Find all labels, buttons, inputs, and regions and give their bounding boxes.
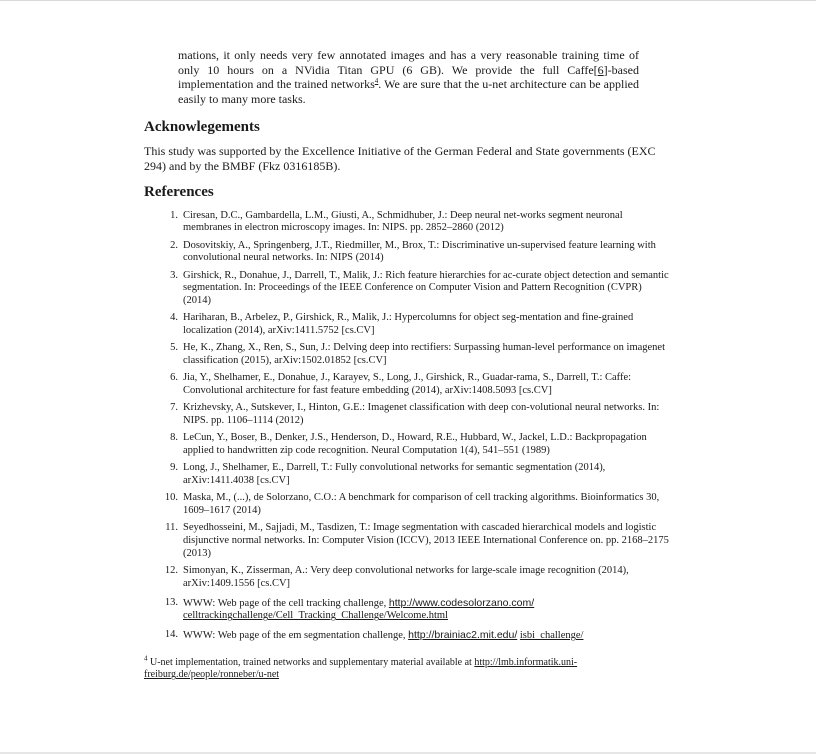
em-segmentation-url-link-continued[interactable]: isbi_challenge/ bbox=[519, 630, 584, 642]
acknowledgements-heading: Acknowlegements bbox=[144, 119, 260, 136]
reference-text: Simonyan, K., Zisserman, A.: Very deep convolutional networks for large-scale image recognition (2014), arXiv:1409.1556 [cs.CV] bbox=[183, 564, 629, 589]
reference-number: 9. bbox=[170, 462, 178, 474]
reference-number: 13. bbox=[164, 596, 178, 608]
reference-number: 7. bbox=[170, 402, 178, 414]
reference-number: 6. bbox=[170, 372, 178, 384]
reference-text: Dosovitskiy, A., Springenberg, J.T., Riedmiller, M., Brox, T.: Discriminative un-supervised feature learning with convolutional neural networks. In: NIPS (2014) bbox=[183, 239, 656, 264]
reference-number: 11. bbox=[165, 522, 178, 534]
reference-item-7 bbox=[144, 402, 672, 428]
reference-item-1 bbox=[144, 210, 672, 236]
reference-number: 1. bbox=[170, 209, 178, 221]
reference-text: Girshick, R., Donahue, J., Darrell, T., Malik, J.: Rich feature hierarchies for ac-curate object detection and semantic segmentation. In: Proceedings of the IEEE Conference on Computer Vision and Pattern Recognition (CVPR) (2014) bbox=[183, 269, 669, 307]
reference-text: Maska, M., (...), de Solorzano, C.O.: A benchmark for comparison of cell tracking algorithms. Bioinformatics 30, 1609–1617 (2014) bbox=[183, 492, 660, 517]
references-heading: References bbox=[144, 183, 214, 200]
footnote bbox=[144, 654, 614, 682]
cell-tracking-url-link-continued[interactable]: celltrackingchallenge/Cell_Tracking_Challenge/Welcome.html bbox=[183, 610, 448, 622]
footnote-url-link-continued[interactable]: freiburg.de/people/ronneber/u-net bbox=[144, 669, 280, 681]
paper-page bbox=[144, 48, 672, 682]
reference-number: 12. bbox=[164, 564, 178, 576]
conclusion-text-part-2: ]-based implementation and the trained networks bbox=[178, 62, 639, 92]
reference-number: 10. bbox=[164, 492, 178, 504]
reference-text: Jia, Y., Shelhamer, E., Donahue, J., Karayev, S., Long, J., Girshick, R., Guadar-rama, S., Darrell, T.: Caffe: Convolutional architecture for fast feature embedding (2014), arXiv:1408.5093 [cs.CV] bbox=[183, 372, 632, 397]
conclusion-paragraph bbox=[178, 48, 639, 106]
reference-item-13 bbox=[144, 597, 672, 624]
reference-item-3 bbox=[144, 270, 672, 308]
reference-text: Ciresan, D.C., Gambardella, L.M., Giusti, A., Schmidhuber, J.: Deep neural net-works segment neuronal membranes in electron microscopy images. In: NIPS. pp. 2852–2860 (2012) bbox=[183, 209, 623, 234]
footnote-text: U-net implementation, trained networks and supplementary material available at bbox=[147, 656, 475, 668]
footnote-marker: 4 bbox=[144, 654, 148, 663]
reference-text: He, K., Zhang, X., Ren, S., Sun, J.: Delving deep into rectifiers: Surpassing human-level performance on imagenet classification (2015), arXiv:1502.01852 [cs.CV] bbox=[183, 342, 666, 367]
reference-text: Hariharan, B., Arbelez, P., Girshick, R., Malik, J.: Hypercolumns for object seg-mentation and fine-grained localization (2014), arXiv:1411.5752 [cs.CV] bbox=[183, 312, 634, 337]
reference-item-6 bbox=[144, 372, 672, 398]
reference-item-4 bbox=[144, 312, 672, 338]
reference-number: 4. bbox=[170, 312, 178, 324]
reference-text: Seyedhosseini, M., Sajjadi, M., Tasdizen, T.: Image segmentation with cascaded hierarchical models and logistic disjunctive normal networks. In: Computer Vision (ICCV), 2013 IEEE International Conference on. pp. 2168–2175 (2013) bbox=[183, 522, 669, 559]
acknowledgements-text: This study was supported by the Excellence Initiative of the German Federal and State governments (EXC 294) and by the BMBF (Fkz 0316185B). bbox=[144, 144, 656, 173]
reference-number: 3. bbox=[170, 269, 178, 281]
reference-item-10 bbox=[144, 492, 672, 518]
reference-item-8 bbox=[144, 432, 672, 458]
conclusion-text-part-1: mations, it only needs very few annotated images and has a very reasonable training time of only 10 hours on a NVidia Titan GPU (6 GB). We provide the full Caffe[ bbox=[178, 48, 639, 77]
page-top-rule bbox=[0, 0, 816, 1]
reference-item-14 bbox=[144, 629, 672, 643]
reference-item-12 bbox=[144, 565, 672, 591]
footnote-link-4[interactable]: 4 bbox=[374, 77, 379, 86]
reference-text: WWW: Web page of the cell tracking challenge, bbox=[183, 597, 389, 609]
reference-number: 14. bbox=[164, 629, 178, 641]
reference-text: Krizhevsky, A., Sutskever, I., Hinton, G.E.: Imagenet classification with deep con-volutional neural networks. In: NIPS. pp. 1106–1114 (2012) bbox=[183, 402, 660, 427]
reference-item-11 bbox=[144, 522, 672, 560]
conclusion-text-part-3: . We are sure that the u-net architecture can be applied easily to many more tasks. bbox=[178, 77, 639, 106]
em-segmentation-url-link[interactable]: http://brainiac2.mit.edu/ bbox=[408, 629, 518, 642]
reference-text: Long, J., Shelhamer, E., Darrell, T.: Fully convolutional networks for semantic segmentation (2014), arXiv:1411.4038 [cs.CV] bbox=[183, 462, 606, 487]
reference-item-2 bbox=[144, 240, 672, 266]
cell-tracking-url-link[interactable]: http://www.codesolorzano.com/ bbox=[388, 596, 535, 609]
reference-item-5 bbox=[144, 342, 672, 368]
citation-link-6[interactable]: 6 bbox=[597, 62, 604, 77]
reference-list bbox=[144, 210, 672, 643]
reference-item-9 bbox=[144, 462, 672, 488]
reference-number: 8. bbox=[170, 432, 178, 444]
reference-number: 5. bbox=[170, 342, 178, 354]
reference-text: LeCun, Y., Boser, B., Denker, J.S., Henderson, D., Howard, R.E., Hubbard, W., Jackel, L.D.: Backpropagation applied to handwritten zip code recognition. Neural Computation 1(4), 541–551 (1989) bbox=[183, 432, 647, 457]
reference-text: WWW: Web page of the em segmentation challenge, bbox=[183, 630, 409, 642]
reference-number: 2. bbox=[170, 239, 178, 251]
footnote-url-link[interactable]: http://lmb.informatik.uni- bbox=[474, 656, 578, 668]
